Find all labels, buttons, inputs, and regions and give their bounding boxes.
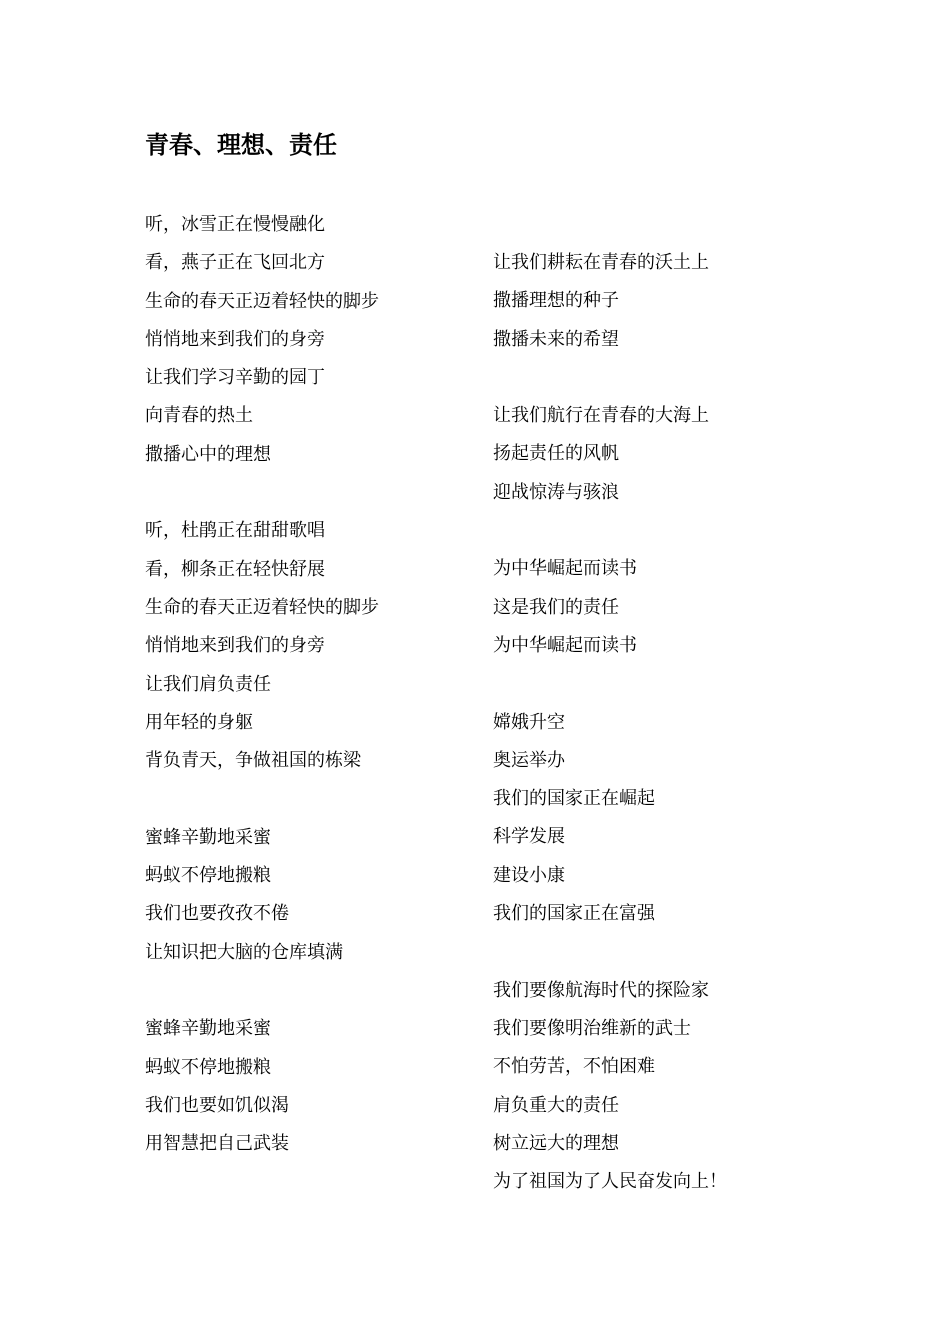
poem-line: 为中华崛起而读书	[493, 558, 637, 580]
poem-line: 生命的春天正迈着轻快的脚步	[145, 596, 379, 618]
poem-line: 让我们耕耘在青春的沃土上	[493, 252, 709, 273]
poem-line: 我们要像明治维新的武士	[493, 1017, 691, 1039]
poem-line: 肩负重大的责任	[493, 1094, 619, 1116]
poem-line: 蜜蜂辛勤地采蜜	[145, 1018, 271, 1040]
poem-line: 我们的国家正在富强	[493, 903, 655, 925]
poem-line: 蚂蚁不停地搬粮	[145, 865, 271, 887]
stanza-break	[145, 972, 379, 1010]
poem-line: 生命的春天正迈着轻快的脚步	[145, 290, 379, 312]
poem-line: 迎战惊涛与骇浪	[493, 481, 619, 503]
stanza-break	[145, 780, 379, 818]
poem-line: 这是我们的责任	[493, 596, 619, 618]
poem-line: 看，柳条正在轻快舒展	[145, 558, 325, 580]
poem-line: 撒播心中的理想	[145, 443, 271, 465]
poem-left-column	[145, 206, 379, 1163]
poem-line: 蚂蚁不停地搬粮	[145, 1056, 271, 1078]
poem-line: 让我们航行在青春的大海上	[493, 405, 709, 427]
poem-line: 让知识把大脑的仓库填满	[145, 941, 343, 963]
stanza-break	[493, 512, 727, 550]
poem-line: 嫦娥升空	[493, 711, 565, 733]
poem-line: 听，冰雪正在慢慢融化	[145, 214, 325, 235]
poem-line: 我们的国家正在崛起	[493, 788, 655, 810]
poem-line: 奥运举办	[493, 749, 565, 771]
poem-line: 撒播未来的希望	[493, 328, 619, 350]
poem-line: 蜜蜂辛勤地采蜜	[145, 826, 271, 848]
poem-line: 悄悄地来到我们的身旁	[145, 635, 325, 657]
stanza-break	[145, 474, 379, 512]
poem-line: 让我们肩负责任	[145, 673, 271, 695]
poem-line: 撒播理想的种子	[493, 290, 619, 312]
poem-line: 为了祖国为了人民奋发向上！	[493, 1171, 727, 1193]
stanza-break	[493, 933, 727, 971]
poem-line: 我们要像航海时代的探险家	[493, 979, 709, 1001]
poem-line: 悄悄地来到我们的身旁	[145, 328, 325, 350]
poem-line: 科学发展	[493, 826, 565, 848]
poem-line: 扬起责任的风帆	[493, 443, 619, 465]
stanza-break	[493, 665, 727, 703]
stanza-break	[493, 359, 727, 397]
poem-line: 不怕劳苦，不怕困难	[493, 1056, 655, 1078]
poem-line: 用智慧把自己武装	[145, 1133, 289, 1155]
poem-title: 青春、理想、责任	[145, 130, 337, 159]
poem-line: 我们也要孜孜不倦	[145, 903, 289, 925]
poem-line: 树立远大的理想	[493, 1132, 619, 1154]
poem-line: 看，燕子正在飞回北方	[145, 252, 325, 274]
poem-line: 听，杜鹃正在甜甜歌唱	[145, 520, 325, 542]
poem-line: 我们也要如饥似渴	[145, 1094, 289, 1116]
poem-line: 建设小康	[493, 864, 565, 886]
poem-line: 用年轻的身躯	[145, 711, 253, 733]
poem-line: 让我们学习辛勤的园丁	[145, 367, 325, 389]
poem-line: 为中华崛起而读书	[493, 634, 637, 656]
poem-line: 背负青天，争做祖国的栋梁	[145, 750, 361, 772]
poem-line: 向青春的热土	[145, 405, 253, 427]
poem-right-column	[493, 244, 727, 1201]
